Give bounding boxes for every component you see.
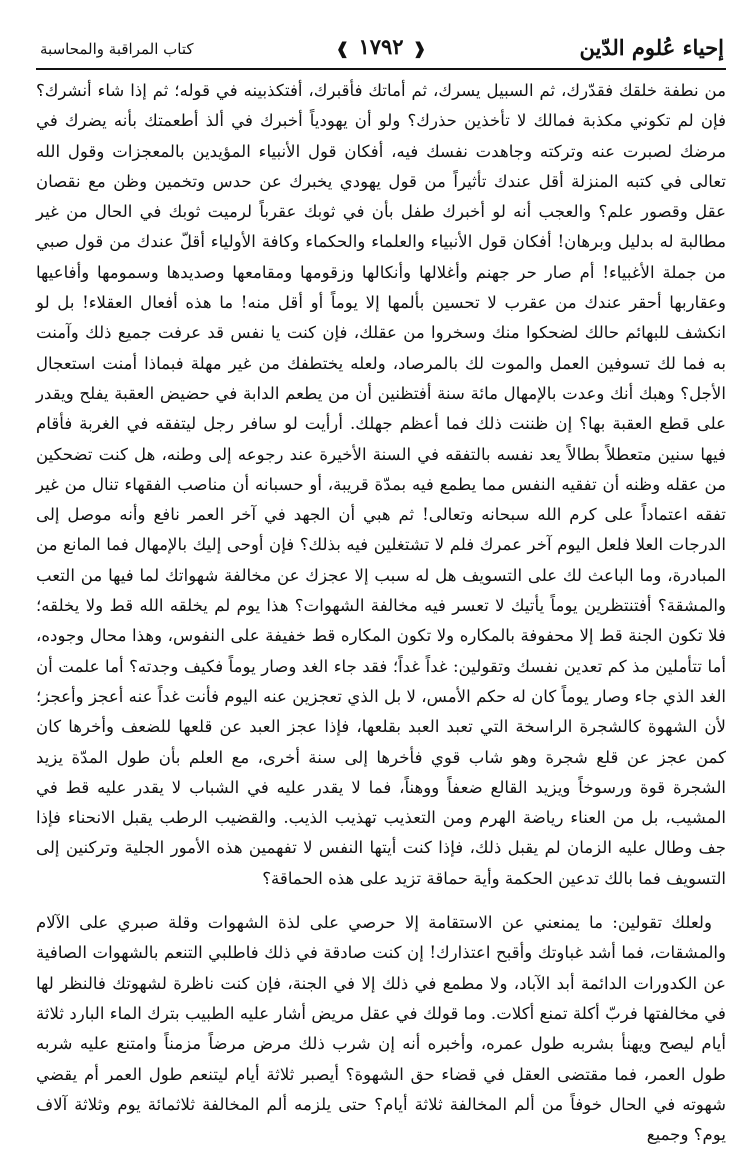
page-header [36,22,726,70]
paragraph: ولعلك تقولين: ما يمنعني عن الاستقامة إلا حرصي على لذة الشهوات وقلة صبري على الآلام والمشقات، فما أشد غباوتك وأقبح اعتذارك! إن كنت صادقة في ذلك فاطلبي التنعم بالشهوات الصافية عن الكدورات الدائمة أبد الآباد، ولا مطمع في ذلك إلا في الجنة، فإن كنت ناظرة لشهوتك فالنظر لها في مخالفتها فربّ أكلة تمنع أكلات. وما قولك في عقل مريض أشار عليه الطبيب بترك الماء البارد ثلاثة أيام ليصح ويهنأ بشربه طول عمره، وأخبره أنه إن شرب ذلك مرض مرضاً مزمناً وامتنع عليه شربه طول العمر، فما مقتضى العقل في قضاء حق الشهوة؟ أيصبر ثلاثة أيام ليتنعم طول العمر أم يقضي شهوته في الحال خوفاً من ألم المخالفة ثلاثة أيام؟ حتى يلزمه ألم المخالفة ثلاثمائة يوم وثلاثة آلاف يوم؟ وجميع [36,913,726,1145]
book-title: إحياء عُلوم الدّين [579,35,724,60]
paragraph: من نطفة خلقك فقدّرك، ثم السبيل يسرك، ثم أماتك فأقبرك، أفتكذبينه في قوله؛ ثم إذا شاء أنشرك؟ فإن لم تكوني مكذبة فمالك لا تأخذين حذرك؟ ولو أن يهودياً أخبرك في ألذ أطعمتك بأنه يضرك في مرضك لصبرت عنه وتركته وجاهدت نفسك فيه، أفكان قول الأنبياء المؤيدين بالمعجزات وقول الله تعالى في كتبه المنزلة أقل عندك تأثيراً من قول يهودي يخبرك عن حدس وتخمين وظن مع نقصان عقل وقصور علم؟ والعجب أنه لو أخبرك طفل بأن في ثوبك عقرباً لرميت ثوبك في الحال من غير مطالبة له بدليل وبرهان! أفكان قول الأنبياء والعلماء والحكماء وكافة الأولياء أقلّ عندك من قول صبي من جملة الأغبياء! أم صار حر جهنم وأغلالها وأنكالها وزقومها ومقامعها وصديدها وسمومها وأفاعيها وعقاربها أحقر عندك من عقرب لا تحسين بألمها إلا يوماً أو أقل منه! ما هذه أفعال العقلاء! بل لو انكشف للبهائم حالك لضحكوا منك وسخروا من عقلك، فإن كنت يا نفس قد عرفت جميع ذلك وآمنت به فما لك تسوفين العمل والموت لك بالمرصاد، ولعله يختطفك من غير مهلة فبماذا أمنت استعجال الأجل؟ وهبك أنك وعدت بالإمهال مائة سنة أفتظنين أن من يطعم الدابة في حضيض العقبة يفلح ويقدر على قطع العقبة بها؟ إن ظننت ذلك فما أعظم جهلك. أرأيت لو سافر رجل ليتفقه في الغربة فأقام فيها سنين متعطلاً بطالاً يعد نفسه بالتفقه في السنة الأخيرة عند رجوعه إلى وطنه، هل كنت تضحكين من عقله وظنه أن تفقيه النفس مما يطمع فيه بمدّة قريبة، أو حسبانه أن مناصب الفقهاء تنال من غير تفقه اعتماداً على كرم الله سبحانه وتعالى! ثم هبي أن الجهد في آخر العمر نافع وأنه موصل إلى الدرجات العلا فلعل اليوم آخر عمرك فلم لا تشتغلين فيه بذلك؟ فإن أوحى إليك بالإمهال فما المانع من المبادرة، وما الباعث لك على التسويف هل له سبب إلا عجزك عن مخالفة شهواتك لما فيها من التعب والمشقة؟ أفتنتظرين يوماً يأتيك لا تعسر فيه مخالفة الشهوات؟ هذا يوم لم يخلقه الله قط ولا يخلقه؛ فلا تكون الجنة قط إلا محفوفة بالمكاره ولا تكون المكاره قط خفيفة على النفوس، وهذا محال وجوده، أما تتأملين مذ كم تعدين نفسك وتقولين: غداً غداً؛ فقد جاء الغد وصار يوماً فكيف وجدته؟ أما علمت أن الغد الذي جاء وصار يوماً كان له حكم الأمس، لا بل الذي تعجزين عنه اليوم فأنت غداً عنه أعجز وأعجز؛ لأن الشهوة كالشجرة الراسخة التي تعبد العبد بقلعها، فإذا عجز العبد عن قلعها للضعف وأخرها كان كمن عجز عن قلع شجرة وهو شاب قوي فأخرها إلى سنة أخرى، مع العلم بأن طول المدّة يزيد الشجرة قوة ورسوخاً ويزيد القالع ضعفاً ووهناً، فما لا يقدر عليه في الشباب لا يقدر عليه قط في المشيب، بل من العناء رياضة الهرم ومن التعذيب تهذيب الذيب. والقضيب الرطب يقبل الانحناء فإذا جف وطال عليه الزمان لم يقبل ذلك، فإذا كنت أيتها النفس لا تفهمين هذه الأمور الجلية وتركنين إلى التسويف فما بالك تدعين الحكمة وأية حماقة تزيد على هذه الحماقة؟ [36,81,726,888]
chapter-title: كتاب المراقبة والمحاسبة [40,40,194,58]
page-number [334,33,429,63]
ornament-left-icon: ❰ [335,39,350,58]
body-text [36,76,726,1150]
page-number-value: ١٧٩٢ [358,34,404,59]
ornament-right-icon: ❱ [412,39,427,58]
